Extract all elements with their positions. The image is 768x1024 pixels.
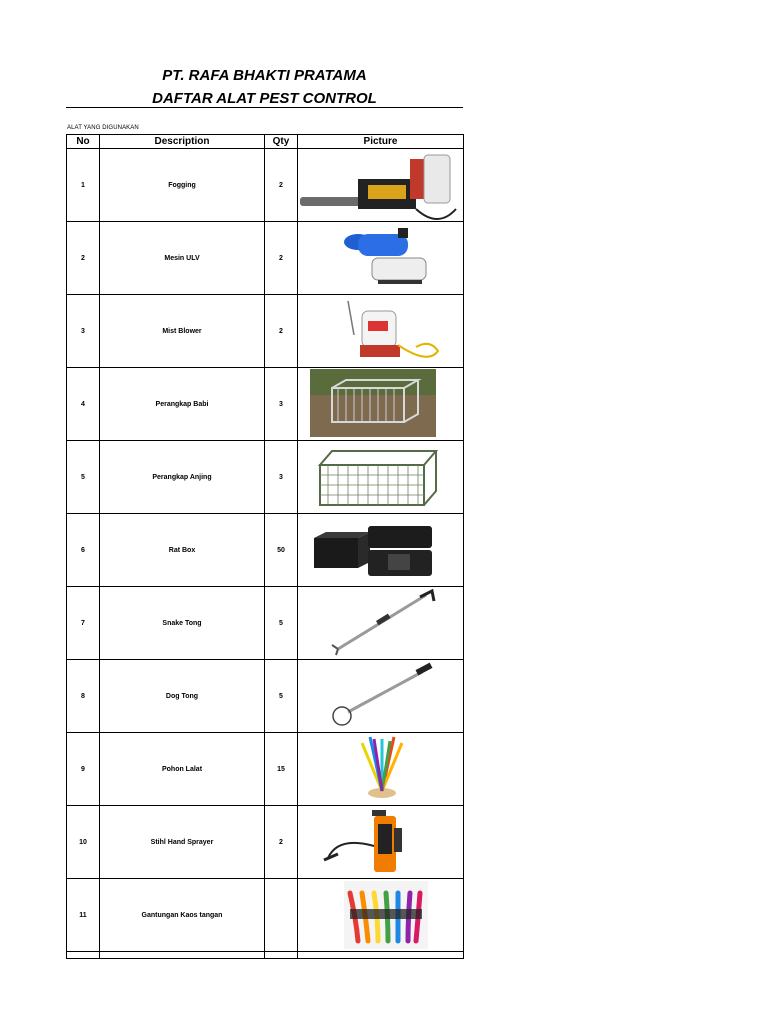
row-picture — [298, 295, 464, 368]
table-row — [67, 514, 464, 587]
company-title: PT. RAFA BHAKTI PRATAMA — [162, 67, 367, 84]
row-no — [67, 952, 100, 959]
row-no: 11 — [67, 879, 100, 952]
table-row — [67, 806, 464, 879]
row-description: Mist Blower — [100, 295, 265, 368]
row-no: 10 — [67, 806, 100, 879]
row-description: Snake Tong — [100, 587, 265, 660]
column-header-no: No — [67, 135, 100, 149]
row-picture — [298, 441, 464, 514]
row-qty: 2 — [265, 295, 298, 368]
row-picture — [298, 952, 464, 959]
row-description: Mesin ULV — [100, 222, 265, 295]
rat-box-icon — [298, 514, 464, 586]
dog-trap-icon — [298, 441, 464, 513]
row-description: Perangkap Babi — [100, 368, 265, 441]
row-picture — [298, 733, 464, 806]
row-picture — [298, 149, 464, 222]
row-qty: 2 — [265, 222, 298, 295]
row-no: 4 — [67, 368, 100, 441]
row-qty: 5 — [265, 587, 298, 660]
row-picture — [298, 660, 464, 733]
row-qty — [265, 879, 298, 952]
row-no: 6 — [67, 514, 100, 587]
table-row — [67, 879, 464, 952]
table-row — [67, 441, 464, 514]
row-description: Fogging — [100, 149, 265, 222]
column-header-qty: Qty — [265, 135, 298, 149]
row-description: Perangkap Anjing — [100, 441, 265, 514]
row-description: Rat Box — [100, 514, 265, 587]
hand-sprayer-icon — [298, 806, 464, 878]
equipment-table — [66, 134, 464, 959]
fogging-machine-icon — [298, 149, 464, 221]
table-row — [67, 733, 464, 806]
row-no: 9 — [67, 733, 100, 806]
fly-tree-icon — [298, 733, 464, 805]
table-row — [67, 660, 464, 733]
row-picture — [298, 514, 464, 587]
table-row — [67, 952, 464, 959]
row-no: 5 — [67, 441, 100, 514]
row-no: 2 — [67, 222, 100, 295]
row-picture — [298, 879, 464, 952]
snake-tong-icon — [298, 587, 464, 659]
row-description: Pohon Lalat — [100, 733, 265, 806]
row-description — [100, 952, 265, 959]
row-picture — [298, 806, 464, 879]
pig-trap-icon — [298, 368, 464, 440]
glove-hanger-icon — [298, 879, 464, 951]
row-qty: 2 — [265, 149, 298, 222]
table-row — [67, 587, 464, 660]
row-picture — [298, 368, 464, 441]
row-description: Stihl Hand Sprayer — [100, 806, 265, 879]
row-qty: 2 — [265, 806, 298, 879]
row-qty: 3 — [265, 441, 298, 514]
title-underline — [66, 107, 463, 108]
row-no: 1 — [67, 149, 100, 222]
row-qty: 3 — [265, 368, 298, 441]
row-no: 8 — [67, 660, 100, 733]
mist-blower-icon — [298, 295, 464, 367]
table-row — [67, 295, 464, 368]
row-qty: 50 — [265, 514, 298, 587]
document-title: DAFTAR ALAT PEST CONTROL — [152, 90, 377, 107]
ulv-machine-icon — [298, 222, 464, 294]
row-no: 7 — [67, 587, 100, 660]
column-header-description: Description — [100, 135, 265, 149]
table-header-row — [67, 135, 464, 149]
row-qty: 15 — [265, 733, 298, 806]
row-description: Dog Tong — [100, 660, 265, 733]
section-label: ALAT YANG DIGUNAKAN — [67, 125, 139, 131]
row-description: Gantungan Kaos tangan — [100, 879, 265, 952]
table-row — [67, 222, 464, 295]
row-qty — [265, 952, 298, 959]
dog-tong-icon — [298, 660, 464, 732]
table-row — [67, 149, 464, 222]
row-qty: 5 — [265, 660, 298, 733]
row-picture — [298, 587, 464, 660]
row-picture — [298, 222, 464, 295]
column-header-picture: Picture — [298, 135, 464, 149]
row-no: 3 — [67, 295, 100, 368]
table-row — [67, 368, 464, 441]
